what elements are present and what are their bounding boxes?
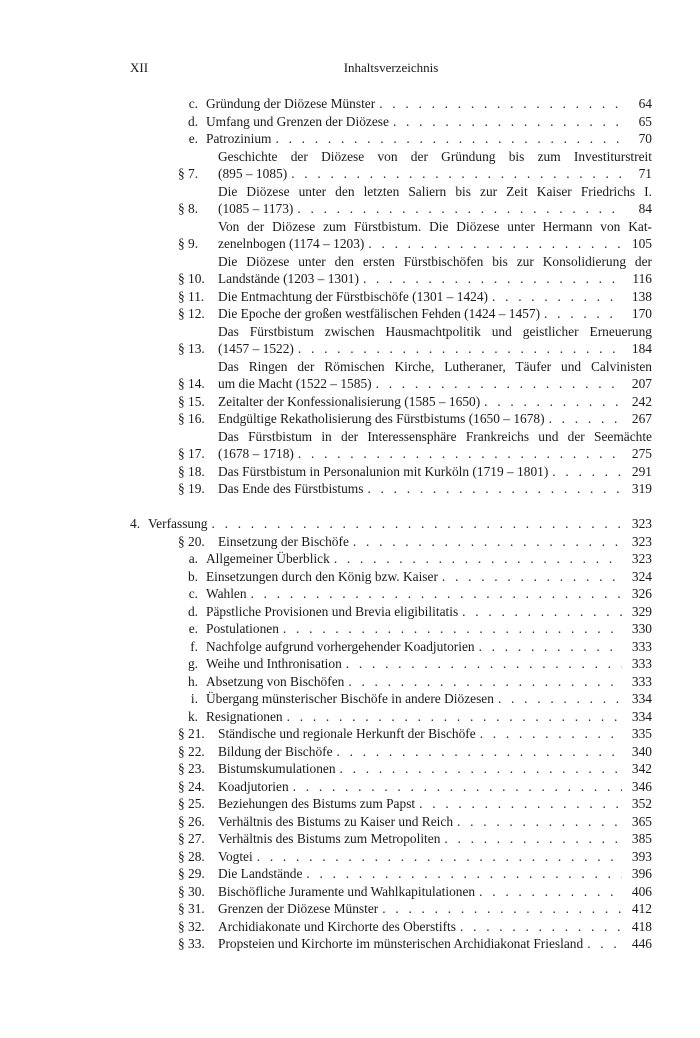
toc-entry-title-line2: (1457 – 1522) — [218, 341, 294, 356]
toc-entry-body — [218, 305, 622, 323]
dot-leader — [545, 410, 622, 428]
toc-entry-page: 275 — [631, 446, 652, 461]
toc-entry — [130, 865, 652, 883]
toc-entry-page: 412 — [631, 901, 652, 916]
toc-entry — [130, 463, 652, 481]
toc-entry — [130, 603, 652, 621]
toc-entry-title: Einsetzungen durch den König bzw. Kaiser — [206, 568, 438, 584]
toc-entry-page: 446 — [631, 936, 652, 951]
toc-entry-number: e. — [188, 621, 198, 636]
toc-entry-number: § 14. — [178, 376, 205, 391]
dot-leader — [333, 743, 622, 761]
toc-entry-number: § 21. — [178, 726, 205, 741]
dot-leader — [253, 848, 622, 866]
toc-entry-body — [218, 463, 622, 481]
toc-entry-page: 138 — [631, 288, 652, 304]
toc-entry-number: g. — [187, 656, 198, 671]
dot-leader — [271, 130, 622, 148]
toc-entry-number: § 27. — [178, 831, 205, 846]
toc-entry-title: Päpstliche Provisionen und Brevia eligibilitatis — [206, 603, 459, 619]
dot-leader — [279, 620, 622, 638]
page-folio: XII — [130, 60, 149, 75]
toc-entry-number: § 8. — [178, 201, 199, 216]
running-title: Inhaltsverzeichnis — [343, 60, 439, 75]
dot-leader — [494, 690, 622, 708]
dot-leader — [438, 568, 622, 586]
toc-entry — [130, 848, 652, 866]
toc-entry-title-line2: Landstände (1203 – 1301) — [218, 271, 359, 286]
toc-entry-number: § 29. — [178, 866, 205, 881]
toc-entry-page: 335 — [631, 726, 652, 741]
toc-entry-body — [206, 113, 622, 131]
toc-entry-title: Übergang münsterischer Bischöfe in andere Diözesen — [206, 691, 494, 706]
toc-entry-body — [206, 585, 622, 603]
toc-entry — [130, 813, 652, 831]
toc-entry-body — [148, 515, 622, 533]
toc-entry-title-line2: zenelnbogen (1174 – 1203) — [218, 236, 365, 251]
table-of-contents — [130, 95, 652, 953]
toc-entry-page: 334 — [631, 708, 652, 724]
toc-entry — [130, 708, 652, 726]
toc-entry-number: i. — [190, 691, 198, 706]
toc-entry-title: Gründung der Diözese Münster — [206, 96, 376, 111]
toc-entry-page: 267 — [631, 411, 652, 426]
toc-entry-page: 352 — [631, 796, 652, 811]
toc-entry-page: 170 — [631, 306, 652, 321]
toc-entry-body — [206, 550, 622, 568]
toc-entry — [130, 358, 652, 393]
toc-entry-page: 323 — [631, 533, 652, 549]
toc-entry — [130, 550, 652, 568]
toc-entry — [130, 673, 652, 691]
toc-entry — [130, 620, 652, 638]
toc-entry — [130, 585, 652, 603]
dot-leader — [330, 550, 622, 568]
toc-entry-page: 329 — [631, 603, 652, 619]
toc-entry-title: Verhältnis des Bistums zu Kaiser und Reich — [218, 813, 454, 829]
toc-entry-title-line1: Das Fürstbistum zwischen Hausmachtpolitik und geistlicher Erneuerung — [218, 323, 652, 339]
dot-leader — [440, 830, 622, 848]
dot-leader — [480, 393, 622, 411]
dot-leader — [208, 515, 623, 533]
dot-leader — [289, 778, 622, 796]
toc-entry — [130, 288, 652, 306]
toc-entry-body — [206, 690, 622, 708]
toc-entry-page: 71 — [638, 166, 652, 181]
toc-entry-title-line2: (1678 – 1718) — [218, 446, 294, 461]
toc-entry — [130, 655, 652, 673]
toc-entry — [130, 183, 652, 218]
dot-leader — [302, 865, 622, 883]
toc-entry — [130, 305, 652, 323]
toc-entry — [130, 130, 652, 148]
toc-entry-number: § 25. — [178, 796, 205, 811]
toc-entry-number: § 33. — [178, 936, 205, 951]
toc-entry-title: Das Ende des Fürstbistums — [218, 481, 364, 496]
toc-entry-title: Resignationen — [206, 708, 283, 724]
toc-entry — [130, 533, 652, 551]
toc-entry-title: Grenzen der Diözese Münster — [218, 901, 379, 916]
toc-entry — [130, 568, 652, 586]
dot-leader — [415, 795, 622, 813]
toc-entry — [130, 918, 652, 936]
toc-entry-title: Das Fürstbistum in Personalunion mit Kurköln (1719 – 1801) — [218, 463, 549, 479]
toc-entry-number: § 24. — [178, 778, 205, 794]
toc-entry-body — [206, 620, 622, 638]
toc-entry-body — [218, 480, 622, 498]
toc-entry-number: 4. — [130, 516, 141, 531]
toc-entry-number: § 32. — [178, 918, 205, 934]
toc-entry-number: f. — [190, 638, 198, 654]
toc-entry-body — [218, 900, 622, 918]
toc-entry-body — [206, 673, 622, 691]
toc-entry — [130, 95, 652, 113]
toc-entry-body — [218, 918, 622, 936]
toc-entry-page: 323 — [631, 551, 652, 566]
toc-entry — [130, 743, 652, 761]
toc-entry — [130, 900, 652, 918]
dot-leader — [344, 673, 622, 691]
toc-entry-page: 340 — [631, 743, 652, 759]
toc-entry-title: Wahlen — [206, 586, 247, 601]
toc-entry-page: 207 — [631, 376, 652, 391]
toc-entry-title: Bischöfliche Juramente und Wahlkapitulationen — [218, 883, 476, 899]
toc-entry — [130, 410, 652, 428]
dot-leader — [283, 708, 622, 726]
toc-entry-body — [218, 393, 622, 411]
toc-entry-body — [218, 743, 622, 761]
toc-entry-page: 406 — [631, 883, 652, 899]
toc-entry-body — [206, 568, 622, 586]
toc-entry-page: 342 — [631, 761, 652, 776]
toc-entry-body — [218, 323, 652, 358]
toc-entry-title-line2: (895 – 1085) — [218, 166, 288, 181]
toc-entry-body — [206, 708, 622, 726]
toc-entry-page: 84 — [638, 201, 652, 216]
dot-leader — [294, 340, 622, 358]
toc-entry-page: 116 — [632, 271, 652, 286]
toc-entry — [130, 323, 652, 358]
toc-entry-title: Bildung der Bischöfe — [218, 743, 333, 759]
toc-entry-number: c. — [188, 586, 198, 601]
toc-entry-number: § 18. — [178, 463, 205, 479]
toc-entry-number: § 23. — [178, 761, 205, 776]
toc-entry-page: 396 — [631, 866, 652, 881]
toc-entry-body — [218, 865, 622, 883]
toc-entry-body — [218, 795, 622, 813]
toc-entry-title: Allgemeiner Überblick — [206, 551, 330, 566]
toc-entry-number: § 9. — [178, 236, 199, 251]
toc-entry — [130, 113, 652, 131]
dot-leader — [349, 533, 622, 551]
toc-entry-body — [206, 638, 622, 656]
dot-leader — [363, 480, 622, 498]
toc-entry — [130, 428, 652, 463]
dot-leader — [583, 935, 622, 953]
toc-entry-title: Bistumskumulationen — [218, 761, 336, 776]
toc-entry-title: Weihe und Inthronisation — [206, 656, 342, 671]
dot-leader — [247, 585, 622, 603]
dot-leader — [293, 200, 622, 218]
toc-entry-number: k. — [187, 708, 198, 724]
toc-entry-number: § 13. — [178, 341, 205, 356]
toc-entry-body — [218, 218, 652, 253]
toc-entry-number: § 19. — [178, 481, 205, 496]
toc-entry-page: 324 — [631, 568, 652, 584]
toc-entry-page: 385 — [631, 831, 652, 846]
dot-leader — [476, 725, 622, 743]
toc-entry-title: Archidiakonate und Kirchorte des Oberstifts — [218, 918, 456, 934]
toc-entry-title: Die Entmachtung der Fürstbischöfe (1301 – 1424) — [218, 288, 488, 304]
toc-entry-number: a. — [188, 551, 198, 566]
toc-entry-page: 333 — [631, 673, 652, 689]
toc-entry-number: § 30. — [178, 883, 205, 899]
toc-entry-title-line2: um die Macht (1522 – 1585) — [218, 376, 372, 391]
toc-entry-title: Umfang und Grenzen der Diözese — [206, 113, 389, 129]
toc-entry-title-line1: Die Diözese unter den ersten Fürstbischöfen bis zur Konsolidierung der — [218, 253, 652, 269]
toc-entry-number: § 12. — [178, 306, 205, 321]
toc-entry-page: 346 — [631, 778, 652, 794]
toc-entry-body — [218, 410, 622, 428]
dot-leader — [378, 900, 622, 918]
toc-entry-number: § 11. — [178, 288, 205, 304]
toc-entry-page: 319 — [631, 481, 652, 496]
toc-entry-title: Nachfolge aufgrund vorhergehender Koadjutorien — [206, 638, 475, 654]
toc-entry-number: § 28. — [178, 848, 205, 864]
toc-entry-title-line1: Das Ringen der Römischen Kirche, Lutheraner, Täufer und Calvinisten — [218, 358, 652, 374]
toc-entry-body — [206, 95, 622, 113]
dot-leader — [453, 813, 622, 831]
toc-entry-page: 242 — [631, 393, 652, 409]
toc-entry-title: Die Epoche der großen westfälischen Fehden (1424 – 1457) — [218, 306, 541, 321]
toc-entry-number: § 26. — [178, 813, 205, 829]
toc-entry-page: 393 — [631, 848, 652, 864]
dot-leader — [372, 375, 622, 393]
toc-entry-number: § 20. — [178, 533, 205, 549]
toc-entry — [130, 760, 652, 778]
toc-entry-title: Die Landstände — [218, 866, 303, 881]
toc-entry-number: b. — [187, 568, 198, 584]
toc-entry-body — [218, 883, 622, 901]
toc-entry-title: Verfassung — [148, 516, 208, 531]
toc-entry-title-line1: Die Diözese unter den letzten Saliern bis zur Zeit Kaiser Friedrichs I. — [218, 183, 652, 199]
toc-entry-body — [218, 533, 622, 551]
toc-entry-body — [218, 935, 622, 953]
toc-entry-page: 323 — [631, 516, 652, 531]
toc-entry-title-line2: (1085 – 1173) — [218, 201, 294, 216]
toc-entry-title: Vogtei — [218, 848, 253, 864]
dot-leader — [488, 288, 622, 306]
toc-entry-body — [218, 288, 622, 306]
toc-entry-body — [218, 830, 622, 848]
dot-leader — [336, 760, 622, 778]
toc-entry-title: Absetzung von Bischöfen — [206, 673, 345, 689]
toc-entry-number: § 17. — [178, 446, 205, 461]
toc-entry — [130, 515, 652, 533]
toc-entry-page: 291 — [631, 463, 652, 479]
page-header — [130, 60, 652, 80]
toc-entry-page: 330 — [631, 621, 652, 636]
dot-leader — [364, 235, 622, 253]
toc-entry-number: h. — [187, 673, 198, 689]
toc-entry-number: § 22. — [178, 743, 205, 759]
toc-entry-body — [218, 148, 652, 183]
toc-entry-body — [206, 603, 622, 621]
toc-entry-number: § 15. — [178, 393, 205, 409]
dot-leader — [375, 95, 622, 113]
dot-leader — [359, 270, 622, 288]
toc-entry-title: Beziehungen des Bistums zum Papst — [218, 796, 416, 811]
toc-entry-page: 65 — [638, 113, 652, 129]
toc-entry — [130, 690, 652, 708]
toc-entry-title: Propsteien und Kirchorte im münsterischen Archidiakonat Friesland — [218, 936, 584, 951]
toc-entry-body — [218, 725, 622, 743]
toc-entry-title-line1: Geschichte der Diözese von der Gründung bis zum Investiturstreit — [218, 148, 652, 164]
toc-entry-body — [218, 813, 622, 831]
toc-entry — [130, 725, 652, 743]
toc-entry-page: 326 — [631, 586, 652, 601]
toc-entry — [130, 218, 652, 253]
toc-entry-page: 418 — [631, 918, 652, 934]
toc-entry-body — [218, 778, 622, 796]
toc-entry-title: Endgültige Rekatholisierung des Fürstbistums (1650 – 1678) — [218, 411, 545, 426]
dot-leader — [475, 883, 622, 901]
toc-entry-title: Postulationen — [206, 621, 279, 636]
toc-entry-page: 365 — [631, 813, 652, 829]
toc-entry-number: d. — [187, 113, 198, 129]
dot-leader — [475, 638, 622, 656]
toc-entry-title: Zeitalter der Konfessionalisierung (1585 – 1650) — [218, 393, 481, 409]
toc-entry-body — [218, 358, 652, 393]
toc-entry-title-line1: Das Fürstbistum in der Interessensphäre Frankreichs und der Seemächte — [218, 428, 652, 444]
toc-entry-number: c. — [188, 96, 198, 111]
dot-leader — [389, 113, 622, 131]
toc-entry — [130, 638, 652, 656]
toc-entry — [130, 253, 652, 288]
toc-entry-page: 70 — [638, 131, 652, 146]
toc-entry — [130, 480, 652, 498]
toc-entry-page: 64 — [638, 96, 652, 111]
dot-leader — [342, 655, 622, 673]
toc-entry-number: § 16. — [178, 411, 205, 426]
toc-entry-title-line1: Von der Diözese zum Fürstbistum. Die Diözese unter Hermann von Kat- — [218, 218, 652, 234]
toc-entry — [130, 778, 652, 796]
dot-leader — [540, 305, 622, 323]
toc-entry-body — [206, 130, 622, 148]
toc-entry-title: Ständische und regionale Herkunft der Bischöfe — [218, 726, 476, 741]
toc-entry-body — [218, 183, 652, 218]
toc-entry-title: Koadjutorien — [218, 778, 289, 794]
toc-entry-number: § 31. — [178, 901, 205, 916]
toc-entry-number: d. — [187, 603, 198, 619]
toc-entry — [130, 393, 652, 411]
toc-entry-page: 333 — [631, 638, 652, 654]
toc-entry-number: § 10. — [178, 271, 205, 286]
dot-leader — [294, 445, 622, 463]
toc-entry-number: e. — [188, 131, 198, 146]
toc-entry-title: Patrozinium — [206, 131, 272, 146]
dot-leader — [456, 918, 622, 936]
toc-entry-body — [218, 253, 652, 288]
toc-entry — [130, 148, 652, 183]
dot-leader — [287, 165, 622, 183]
toc-entry-page: 334 — [631, 691, 652, 706]
toc-entry-body — [218, 760, 622, 778]
dot-leader — [548, 463, 622, 481]
toc-entry-body — [206, 655, 622, 673]
toc-entry — [130, 935, 652, 953]
toc-entry-page: 184 — [631, 341, 652, 356]
toc-entry-body — [218, 848, 622, 866]
toc-entry — [130, 883, 652, 901]
toc-entry-title: Einsetzung der Bischöfe — [218, 533, 349, 549]
toc-entry — [130, 830, 652, 848]
toc-entry-number: § 7. — [178, 166, 199, 181]
toc-entry-body — [218, 428, 652, 463]
toc-entry — [130, 795, 652, 813]
toc-entry-page: 333 — [631, 656, 652, 671]
toc-entry-page: 105 — [631, 236, 652, 251]
toc-entry-title: Verhältnis des Bistums zum Metropoliten — [218, 831, 441, 846]
dot-leader — [458, 603, 622, 621]
